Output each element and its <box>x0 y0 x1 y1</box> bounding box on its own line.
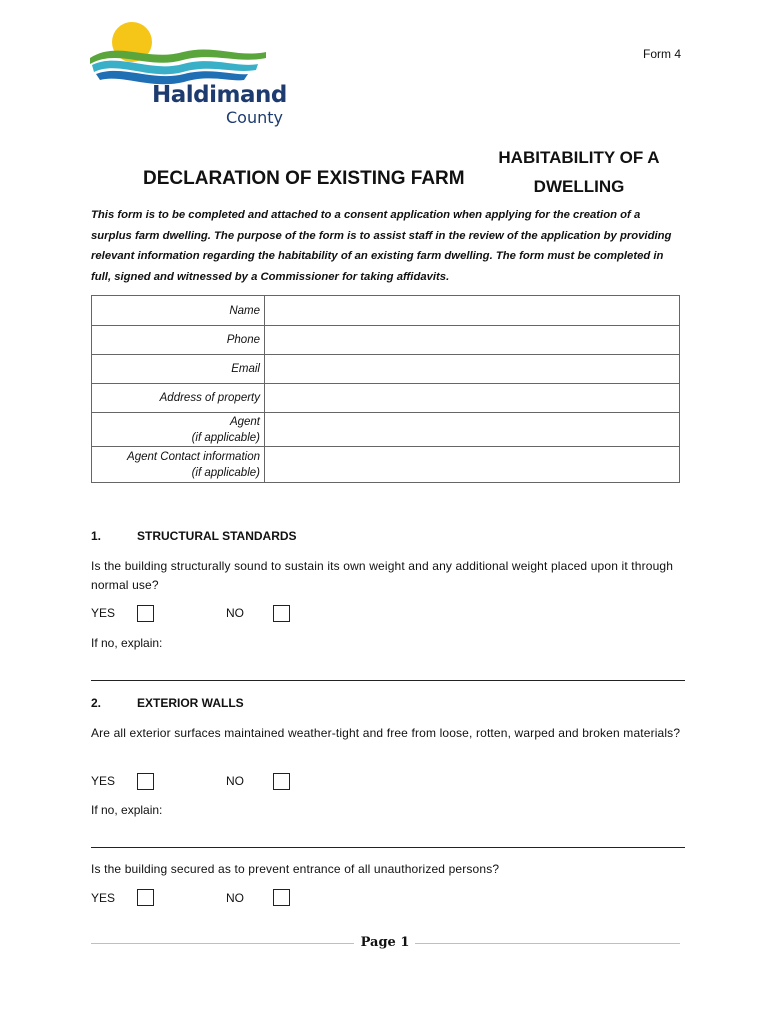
applicant-info-table <box>91 295 680 483</box>
phone-label: Phone <box>92 326 265 355</box>
section2-explain-label: If no, explain: <box>91 803 163 817</box>
page-number: Page 1 <box>360 935 410 950</box>
section2-q2-no-label: NO <box>226 891 244 905</box>
section2-no-checkbox[interactable] <box>273 773 290 790</box>
agent-contact-label-line2: (if applicable) <box>191 466 260 479</box>
agent-label-line2: (if applicable) <box>191 431 260 444</box>
section2-question2: Is the building secured as to prevent entrance of all unauthorized persons? <box>91 862 500 876</box>
logo-word-haldimand: Haldimand <box>152 82 287 108</box>
agent-contact-label <box>92 447 265 483</box>
title-habitability: HABITABILITY OF A DWELLING <box>498 148 660 196</box>
section1-no-checkbox[interactable] <box>273 605 290 622</box>
section2-q2-yes-checkbox[interactable] <box>137 889 154 906</box>
section2-no-label: NO <box>226 774 244 788</box>
intro-paragraph: This form is to be completed and attached to a consent application when applying for the creation of a surplus farm dwelling. The purpose of the form is to assist staff in the review of the application by providing relevant information regarding the habitability of an existing farm dwelling. The form must be completed in full, signed and witnessed by a Commissioner for taking affidavits. <box>91 209 672 283</box>
agent-label <box>92 413 265 447</box>
section2-q2-no-checkbox[interactable] <box>273 889 290 906</box>
agent-contact-label-line1: Agent Contact information <box>127 450 260 463</box>
section1-number: 1. <box>91 529 102 543</box>
phone-field[interactable] <box>265 326 680 355</box>
section2-heading <box>91 696 491 712</box>
section2-yes-label: YES <box>91 774 116 788</box>
agent-field[interactable] <box>265 413 680 447</box>
section2-yes-checkbox[interactable] <box>137 773 154 790</box>
address-field[interactable] <box>265 384 680 413</box>
section1-yes-label: YES <box>91 606 116 620</box>
logo-word-county: County <box>226 108 283 127</box>
address-label: Address of property <box>92 384 265 413</box>
footer-rule-left <box>91 943 354 944</box>
section1-question: Is the building structurally sound to sustain its own weight and any additional weight placed upon it through normal use? <box>91 559 674 592</box>
agent-label-line1: Agent <box>229 415 260 428</box>
section2-q2-yes-label: YES <box>91 891 116 905</box>
section2-explain-line[interactable] <box>91 847 685 848</box>
email-field[interactable] <box>265 355 680 384</box>
section2-title: EXTERIOR WALLS <box>137 696 244 710</box>
section1-explain-label: If no, explain: <box>91 636 163 650</box>
section2-question: Are all exterior surfaces maintained weather-tight and free from loose, rotten, warped and broken materials? <box>91 726 681 740</box>
name-label: Name <box>92 296 265 326</box>
title-declaration: DECLARATION OF EXISTING FARM <box>143 168 465 189</box>
section1-heading <box>91 529 491 545</box>
section2-number: 2. <box>91 696 102 710</box>
form-number: Form 4 <box>642 47 681 61</box>
section1-explain-line[interactable] <box>91 680 685 681</box>
section1-title: STRUCTURAL STANDARDS <box>137 529 297 543</box>
name-field[interactable] <box>265 296 680 326</box>
section1-no-label: NO <box>226 606 244 620</box>
section1-yes-checkbox[interactable] <box>137 605 154 622</box>
agent-contact-field[interactable] <box>265 447 680 483</box>
email-label: Email <box>92 355 265 384</box>
footer-rule-right <box>415 943 680 944</box>
